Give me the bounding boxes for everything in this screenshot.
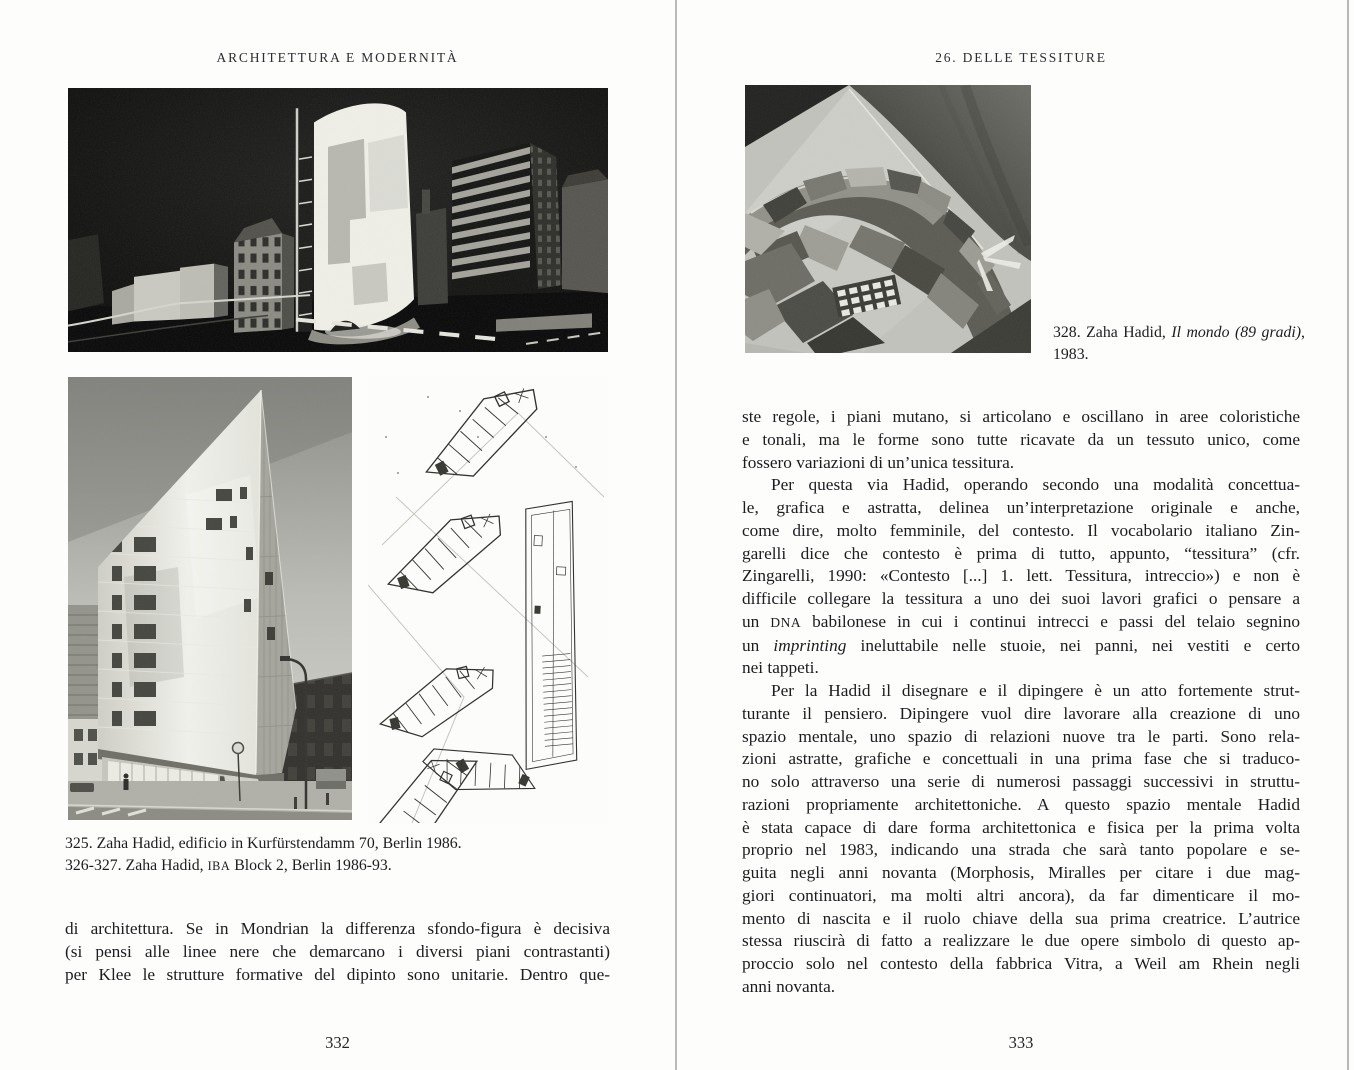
figure-326-photo-iba-block2 bbox=[68, 377, 352, 820]
text-line: (si pensi alle linee nere che demarcano i diversi piani contrastanti) bbox=[65, 941, 610, 961]
text-line: ste regole, i piani mutano, si articolano e oscillano in aree coloristiche bbox=[742, 407, 1300, 426]
left-page bbox=[0, 0, 676, 1070]
figure-328-painting-il-mondo bbox=[745, 85, 1031, 353]
text-line: per Klee le strutture formative del dipinto sono unitarie. Dentro que- bbox=[65, 964, 610, 984]
text-line: 326-327. Zaha Hadid, IBA Block 2, Berlin 1986-93. bbox=[65, 856, 392, 874]
text-line: garelli dice che contesto è prima di tutto, appunto, “tessitura” (cfr. bbox=[742, 543, 1300, 563]
text-line: mento di nascita e il ruolo chiave della sua prima creatrice. L’autrice bbox=[742, 908, 1300, 928]
text-line: fossero variazioni di un’unica tessitura. bbox=[742, 452, 1015, 472]
left-body-text bbox=[65, 918, 610, 986]
text-line: turante il pensiero. Dipingere vuol dire lavorare alla creazione di uno bbox=[742, 703, 1300, 723]
text-line: un imprinting ineluttabile nelle stuoie, nei panni, nei vestiti e certo bbox=[742, 635, 1300, 655]
figure-325-painting-kurfuerstendamm bbox=[68, 88, 608, 352]
text-line: come dire, molto femminile, del contesto. Il vocabolario italiano Zin- bbox=[742, 520, 1300, 540]
text-line: guita negli anni novanta (Morphosis, Miralles per citare i due mag- bbox=[742, 863, 1300, 882]
text-line: e tonali, ma le forme sono tutte ricavate da un tessuto unico, come bbox=[742, 429, 1300, 449]
text-line: stessa riuscirà di fatto a realizzare le due opere simbolo di questo ap- bbox=[742, 931, 1300, 951]
page-gutter-divider bbox=[675, 0, 677, 1070]
text-line: Per la Hadid il disegnare e il dipingere è un atto fortemente strut- bbox=[771, 681, 1300, 700]
text-line: le, grafica e astratta, delinea un’interpretazione originale e anche, bbox=[742, 498, 1300, 517]
text-line: un DNA babilonese in cui i continui intrecci e passi del telaio segnino bbox=[742, 611, 1301, 631]
text-line: razioni propriamente architettoniche. A questo spazio mentale Hadid bbox=[742, 794, 1300, 814]
text-line: difficile collegare la tessitura a uno dei suoi lavori grafici o pensare a bbox=[742, 589, 1300, 608]
right-body-text bbox=[742, 406, 1300, 999]
text-line: anni novanta. bbox=[742, 976, 836, 996]
text-line: proprio nel 1983, indicando una strada che sarà tanto popolare e se- bbox=[742, 840, 1300, 860]
left-figure-captions bbox=[65, 833, 610, 877]
scan-right-edge bbox=[1347, 0, 1349, 1070]
text-line: nei tappeti. bbox=[742, 658, 819, 678]
text-line: 325. Zaha Hadid, edificio in Kurfürstendamm 70, Berlin 1986. bbox=[65, 835, 462, 852]
text-line: zioni astratte, grafiche e concettuali in una prima fase che si traduco- bbox=[742, 749, 1300, 769]
text-line: proccio solo nel contesto della fabbrica Vitra, a Weil am Rhein negli bbox=[742, 954, 1300, 973]
figure-327-plan-drawing bbox=[368, 377, 608, 823]
text-line: Zingarelli, 1990: «Contesto [...] 1. lett. Tessitura, intreccio») e non è bbox=[742, 566, 1300, 586]
text-line: Per questa via Hadid, operando secondo una modalità concettua- bbox=[771, 475, 1300, 495]
right-page bbox=[678, 0, 1354, 1070]
text-line: è stata capace di dare forma architettonica e fisica per la prima volta bbox=[742, 817, 1300, 837]
text-line: spazio mentale, uno spazio di relazioni nuove tra le parti. Sono rela- bbox=[742, 726, 1300, 746]
right-running-header: 26. DELLE TESSITURE bbox=[935, 50, 1107, 65]
text-line: no solo attraverso una serie di numerosi passaggi successivi in struttu- bbox=[742, 772, 1300, 791]
text-line: di architettura. Se in Mondrian la differenza sfondo-figura è decisiva bbox=[65, 919, 610, 938]
right-page-number: 333 bbox=[1008, 1033, 1034, 1052]
left-running-header: ARCHITETTURA E MODERNITÀ bbox=[216, 50, 459, 65]
text-line: giori continuatori, ma molti altri ancora), da far dimenticare il mo- bbox=[742, 885, 1300, 905]
right-figure-caption: 328. Zaha Hadid, Il mondo (89 gradi), 1983. bbox=[1053, 324, 1305, 363]
left-page-number: 332 bbox=[325, 1033, 350, 1052]
